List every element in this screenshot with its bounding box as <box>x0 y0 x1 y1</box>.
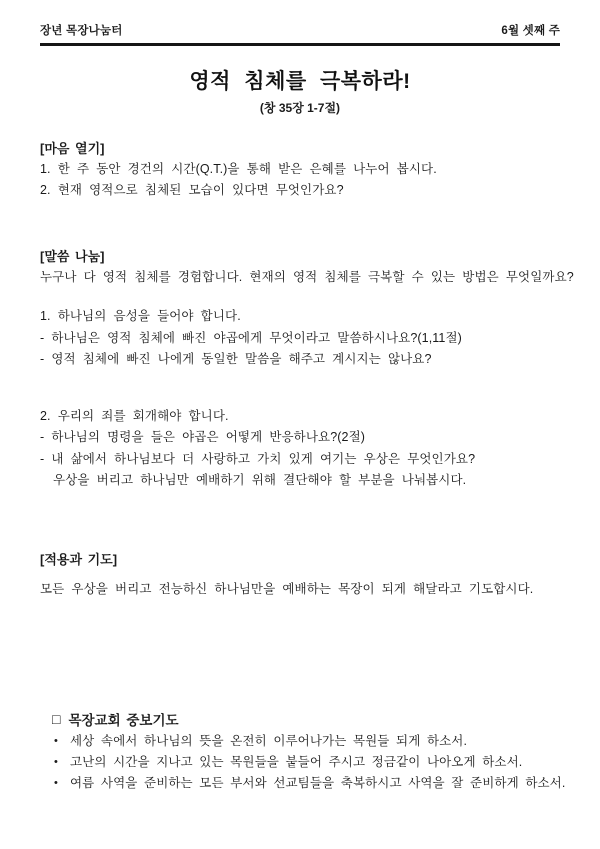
point-1-subitem-1: - 하나님은 영적 침체에 빠진 야곱에게 무엇이라고 말씀하시나요?(1,11절) <box>40 330 462 345</box>
mind-open-question-2: 2. 현재 영적으로 침체된 모습이 있다면 무엇인가요? <box>40 183 344 197</box>
bullet-icon: • <box>54 777 58 789</box>
mind-open-question-1: 1. 한 주 동안 경건의 시간(Q.T.)을 통해 받은 은혜를 나누어 봅시다. <box>40 161 437 176</box>
section-word-share <box>40 246 574 492</box>
header-left-text: 장년 목장나눔터 <box>40 25 123 37</box>
intercession-item-1-text: 세상 속에서 하나님의 뜻을 온전히 이루어나가는 목원들 되게 하소서. <box>70 734 468 748</box>
section-heading-apply-pray: [적용과 기도] <box>40 551 118 567</box>
word-share-point-1 <box>40 306 560 371</box>
point-1-title: 1. 하나님의 음성을 들어야 합니다. <box>40 309 241 323</box>
intercession-heading: 목장교회 중보기도 <box>68 713 179 728</box>
section-heading-mind-open: [마음 열기] <box>40 140 105 156</box>
point-1-subitem-2: - 영적 침체에 빠진 나에게 동일한 말씀을 해주고 계시지는 않나요? <box>40 352 432 366</box>
section-intercession <box>40 710 566 794</box>
intercession-item-2 <box>40 752 560 773</box>
point-2-subitem-2: - 내 삶에서 하나님보다 더 사랑하고 가치 있게 여기는 우상은 무엇인가요? <box>40 451 476 466</box>
point-2-continuation: 우상을 버리고 하나님만 예배하기 위해 결단해야 할 부분을 나눠봅시다. <box>53 473 467 487</box>
intercession-item-3 <box>40 773 566 794</box>
word-share-point-2 <box>40 406 560 492</box>
section-mind-open <box>40 138 560 202</box>
page-title: 영적 침체를 극복하라! <box>189 69 411 93</box>
section-heading-word-share: [말씀 나눔] <box>40 248 105 264</box>
intercession-item-2-text: 고난의 시간을 지나고 있는 목원들을 붙들어 주시고 정금같이 나아오게 하소서. <box>70 755 523 769</box>
bullet-icon: • <box>54 756 58 768</box>
intercession-item-3-text: 여름 사역을 준비하는 모든 부서와 선교팀들을 축복하시고 사역을 잘 준비하게 하소서. <box>70 776 566 790</box>
point-2-title: 2. 우리의 죄를 회개해야 합니다. <box>40 408 229 423</box>
page-header <box>40 22 560 38</box>
intercession-item-1 <box>40 731 560 752</box>
scripture-reference: (창 35장 1-7절) <box>259 100 341 115</box>
header-right-text: 6월 셋째 주 <box>501 25 560 37</box>
intercession-heading-row <box>40 710 560 731</box>
point-2-subitem-1: - 하나님의 명령을 들은 야곱은 어떻게 반응하나요?(2절) <box>40 430 366 444</box>
checkbox-icon: □ <box>52 711 61 727</box>
word-share-intro: 누구나 다 영적 침체를 경험합니다. 현재의 영적 침체를 극복할 수 있는 방법은 무엇일까요? <box>40 269 574 284</box>
section-apply-pray <box>40 549 560 601</box>
apply-pray-body: 모든 우상을 버리고 전능하신 하나님만을 예배하는 목장이 되게 해달라고 기도합시다. <box>40 581 534 596</box>
header-rule <box>40 43 560 46</box>
bullet-icon: • <box>54 735 58 747</box>
